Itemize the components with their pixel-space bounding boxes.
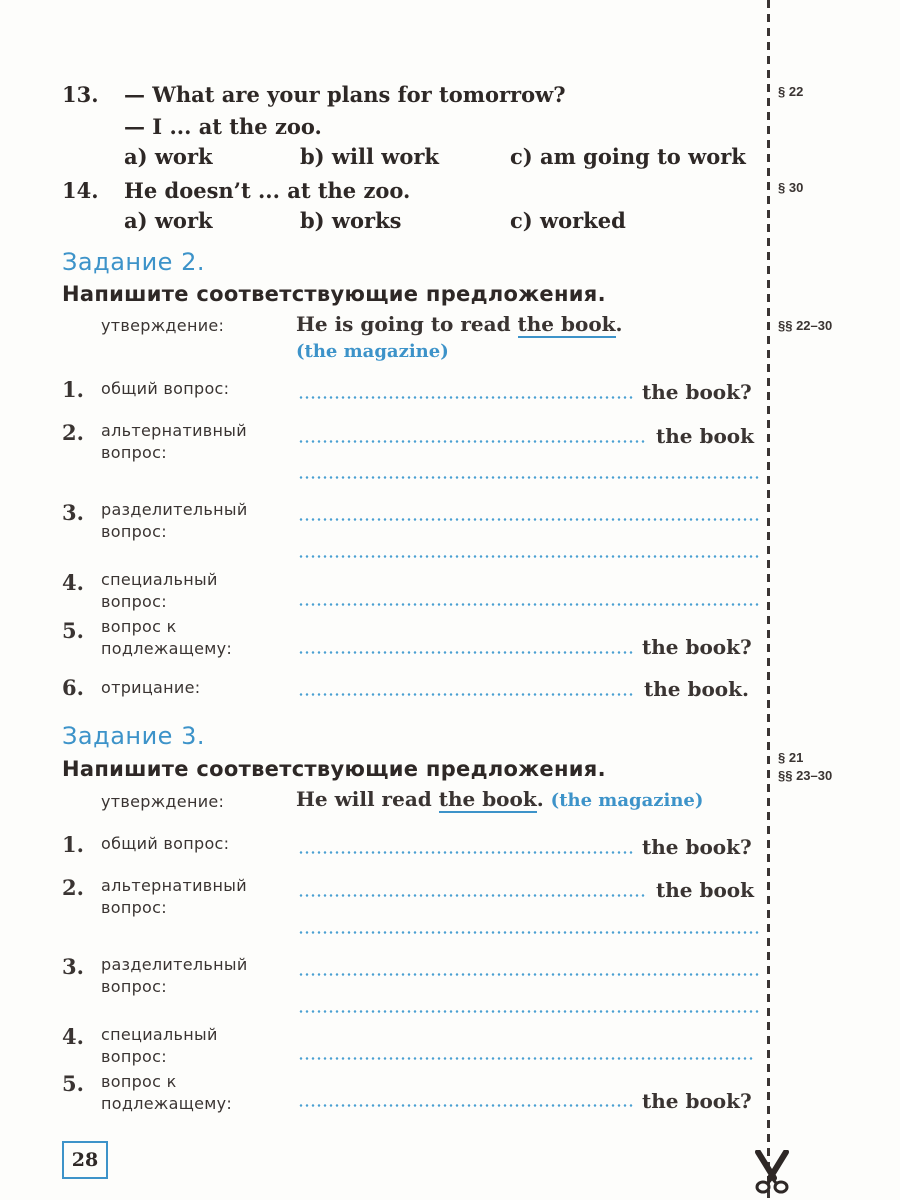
- task-2-item-2-label-line-2: вопрос:: [101, 443, 167, 462]
- task-3-item-5-number: 5.: [62, 1071, 84, 1096]
- task-3-item-2-number: 2.: [62, 875, 84, 900]
- task-3-item-5-tail: the book?: [636, 1089, 752, 1113]
- question-14-option-c[interactable]: c) worked: [510, 208, 626, 233]
- question-13-option-b[interactable]: b) will work: [300, 144, 439, 169]
- task-2-item-4-number: 4.: [62, 570, 84, 595]
- task-2-item-2-answer-line-2[interactable]: [298, 476, 760, 479]
- task-3-item-1-tail: the book?: [636, 835, 752, 859]
- task-2-item-4-answer-line[interactable]: [298, 603, 760, 606]
- task-2-item-6-tail: the book.: [638, 677, 749, 701]
- task-3-item-4-answer-line[interactable]: [298, 1057, 754, 1060]
- task-3-item-4-label-line-1: специальный: [101, 1025, 218, 1044]
- question-13-option-c[interactable]: c) am going to work: [510, 144, 746, 169]
- task-2-title: Задание 2.: [62, 248, 205, 276]
- task-2-statement-label: утверждение:: [101, 316, 225, 335]
- task-3-item-2-answer-line-2[interactable]: [298, 931, 760, 934]
- task-3-item-3-label-line-1: разделительный: [101, 955, 248, 974]
- statement-text: He will read: [296, 787, 439, 811]
- task-2-item-4-label-line-2: вопрос:: [101, 592, 167, 611]
- task-2-item-5-answer-line[interactable]: [298, 651, 634, 654]
- task-3-statement-label: утверждение:: [101, 792, 225, 811]
- task-2-item-3-number: 3.: [62, 500, 84, 525]
- task-2-item-2-number: 2.: [62, 420, 84, 445]
- reference-task-3-a: § 21: [778, 750, 804, 765]
- cut-line: [767, 0, 770, 1200]
- task-2-item-2-tail: the book: [650, 424, 754, 448]
- question-13-option-a[interactable]: a) work: [124, 144, 213, 169]
- task-2-item-4-label-line-1: специальный: [101, 570, 218, 589]
- task-2-item-5-label-line-1: вопрос к: [101, 617, 177, 636]
- task-2-item-3-answer-line-2[interactable]: [298, 555, 760, 558]
- question-13-line-1: — What are your plans for tomorrow?: [124, 82, 566, 107]
- task-2-item-1-number: 1.: [62, 377, 84, 402]
- task-2-item-3-answer-line-1[interactable]: [298, 518, 760, 521]
- task-2-item-6-answer-line[interactable]: [298, 693, 634, 696]
- task-2-item-5-number: 5.: [62, 618, 84, 643]
- task-2-statement: [296, 312, 623, 336]
- task-2-item-5-label-line-2: подлежащему:: [101, 639, 233, 658]
- question-14-option-b[interactable]: b) works: [300, 208, 402, 233]
- task-3-item-2-label-line-1: альтернативный: [101, 876, 247, 895]
- task-3-item-4-number: 4.: [62, 1024, 84, 1049]
- scissors-icon: [752, 1150, 792, 1196]
- question-13-number: 13.: [62, 82, 99, 107]
- task-2-item-3-label-line-2: вопрос:: [101, 522, 167, 541]
- question-14-option-a[interactable]: a) work: [124, 208, 213, 233]
- task-2-item-5-tail: the book?: [636, 635, 752, 659]
- statement-period: .: [615, 312, 623, 336]
- task-3-item-1-answer-line[interactable]: [298, 851, 634, 854]
- task-3-item-3-number: 3.: [62, 954, 84, 979]
- page-number: 28: [62, 1141, 108, 1179]
- question-14-line-1: He doesn’t ... at the zoo.: [124, 178, 411, 203]
- task-3-item-5-label-line-2: подлежащему:: [101, 1094, 233, 1113]
- task-3-item-2-answer-line-1[interactable]: [298, 894, 646, 897]
- reference-task-3-b: §§ 23–30: [778, 768, 833, 783]
- task-2-item-3-label-line-1: разделительный: [101, 500, 248, 519]
- task-3-item-3-label-line-2: вопрос:: [101, 977, 167, 996]
- task-3-item-3-answer-line-1[interactable]: [298, 973, 760, 976]
- task-3-item-5-answer-line[interactable]: [298, 1104, 634, 1107]
- task-2-item-1-label: общий вопрос:: [101, 379, 230, 398]
- task-2-hint: (the magazine): [296, 341, 449, 362]
- task-3-item-5-label-line-1: вопрос к: [101, 1072, 177, 1091]
- reference-q13: § 22: [778, 84, 804, 99]
- statement-period: .: [536, 787, 544, 811]
- task-2-item-6-number: 6.: [62, 675, 84, 700]
- task-2-item-6-label: отрицание:: [101, 678, 201, 697]
- question-13-line-2: — I ... at the zoo.: [124, 114, 322, 139]
- task-2-instruction: Напишите соответствующие предложения.: [62, 282, 606, 306]
- task-2-item-2-label-line-1: альтернативный: [101, 421, 247, 440]
- task-3-item-3-answer-line-2[interactable]: [298, 1010, 760, 1013]
- task-3-item-1-label: общий вопрос:: [101, 834, 230, 853]
- statement-underlined-object: the book: [517, 312, 616, 336]
- task-2-item-1-answer-line[interactable]: [298, 396, 634, 399]
- reference-task-2: §§ 22–30: [778, 318, 833, 333]
- statement-underlined-object: the book: [438, 787, 537, 811]
- task-3-hint: (the magazine): [550, 790, 704, 811]
- task-2-item-1-tail: the book?: [636, 380, 752, 404]
- task-3-title: Задание 3.: [62, 722, 205, 750]
- task-3-item-2-label-line-2: вопрос:: [101, 898, 167, 917]
- task-3-item-2-tail: the book: [650, 878, 754, 902]
- task-3-item-1-number: 1.: [62, 832, 84, 857]
- reference-q14: § 30: [778, 180, 804, 195]
- statement-text: He is going to read: [296, 312, 518, 336]
- task-3-instruction: Напишите соответствующие предложения.: [62, 757, 606, 781]
- question-14-number: 14.: [62, 178, 99, 203]
- task-3-statement: [296, 787, 703, 811]
- task-3-item-4-label-line-2: вопрос:: [101, 1047, 167, 1066]
- task-2-item-2-answer-line-1[interactable]: [298, 440, 646, 443]
